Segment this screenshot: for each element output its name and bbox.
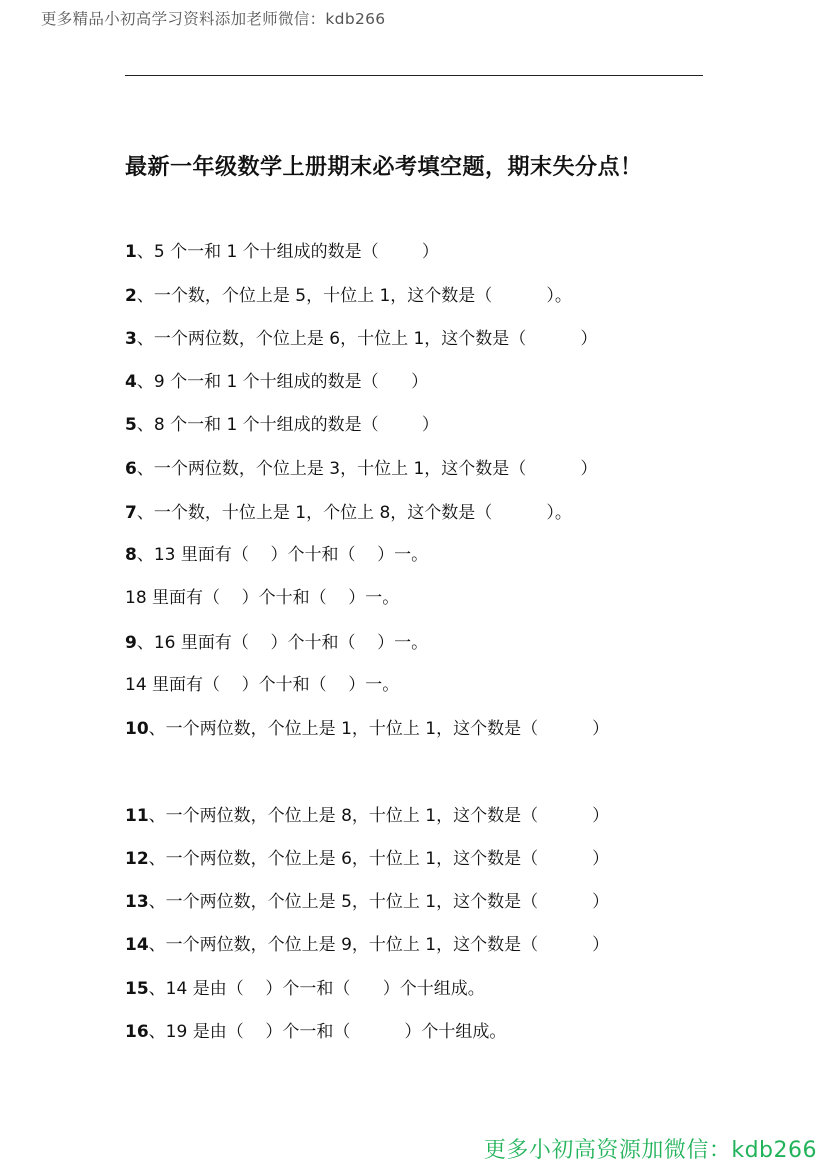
question-9 [125,630,428,656]
question-15 [125,976,485,1002]
question-8 [125,542,428,568]
question-11 [125,803,609,829]
question-text: 、19 是由（ ）个一和（ ）个十组成。 [148,1022,507,1042]
question-text: 、8 个一和 1 个十组成的数是（ ） [136,415,439,435]
page-title: 最新一年级数学上册期末必考填空题，期末失分点！ [125,155,643,180]
question-number: 10 [125,719,149,739]
question-text: 、一个两位数，个位上是 5，十位上 1，这个数是（ ） [148,892,610,912]
question-number: 9 [125,633,137,653]
question-number: 12 [125,849,149,869]
question-number: 15 [125,979,149,999]
question-number: 14 [125,935,149,955]
question-16 [125,1019,506,1045]
question-text: 、一个两位数，个位上是 3，十位上 1，这个数是（ ） [136,459,598,479]
question-text: 、一个数，十位上是 1，个位上 8，这个数是（ ）。 [136,503,572,523]
question-2 [125,283,572,309]
question-text: 、16 里面有（ ）个十和（ ）一。 [136,633,429,653]
question-9-sub [125,672,399,698]
question-text: 、一个数，个位上是 5，十位上 1，这个数是（ ）。 [136,286,572,306]
question-number: 2 [125,286,137,306]
question-text: 、5 个一和 1 个十组成的数是（ ） [136,242,439,262]
question-number: 11 [125,806,149,826]
question-text: 、一个两位数，个位上是 6，十位上 1，这个数是（ ） [148,849,610,869]
question-12 [125,846,609,872]
question-6 [125,456,597,482]
question-number: 4 [125,372,137,392]
question-text: 、一个两位数，个位上是 6，十位上 1，这个数是（ ） [136,329,598,349]
header-rule [125,75,703,76]
question-number: 1 [125,242,137,262]
question-text: 14 里面有（ ）个十和（ ）一。 [125,675,400,695]
question-5 [125,412,439,438]
question-number: 5 [125,415,137,435]
question-text: 、一个两位数，个位上是 8，十位上 1，这个数是（ ） [148,806,610,826]
question-text: 、13 里面有（ ）个十和（ ）一。 [136,545,429,565]
header-watermark: 更多精品小初高学习资料添加老师微信：kdb266 [41,10,386,28]
question-7 [125,500,572,526]
question-10 [125,716,609,742]
question-text: 18 里面有（ ）个十和（ ）一。 [125,588,400,608]
question-number: 6 [125,459,137,479]
question-number: 16 [125,1022,149,1042]
question-4 [125,369,428,395]
question-number: 3 [125,329,137,349]
question-text: 、一个两位数，个位上是 1，十位上 1，这个数是（ ） [148,719,610,739]
question-number: 13 [125,892,149,912]
question-13 [125,889,609,915]
question-1 [125,239,439,265]
question-14 [125,932,609,958]
question-text: 、14 是由（ ）个一和（ ）个十组成。 [148,979,485,999]
footer-watermark: 更多小初高资源加微信：kdb266 [483,1138,817,1163]
question-text: 、9 个一和 1 个十组成的数是（ ） [136,372,429,392]
question-3 [125,326,597,352]
question-number: 8 [125,545,137,565]
question-number: 7 [125,503,137,523]
question-8-sub [125,585,399,611]
question-text: 、一个两位数，个位上是 9，十位上 1，这个数是（ ） [148,935,610,955]
